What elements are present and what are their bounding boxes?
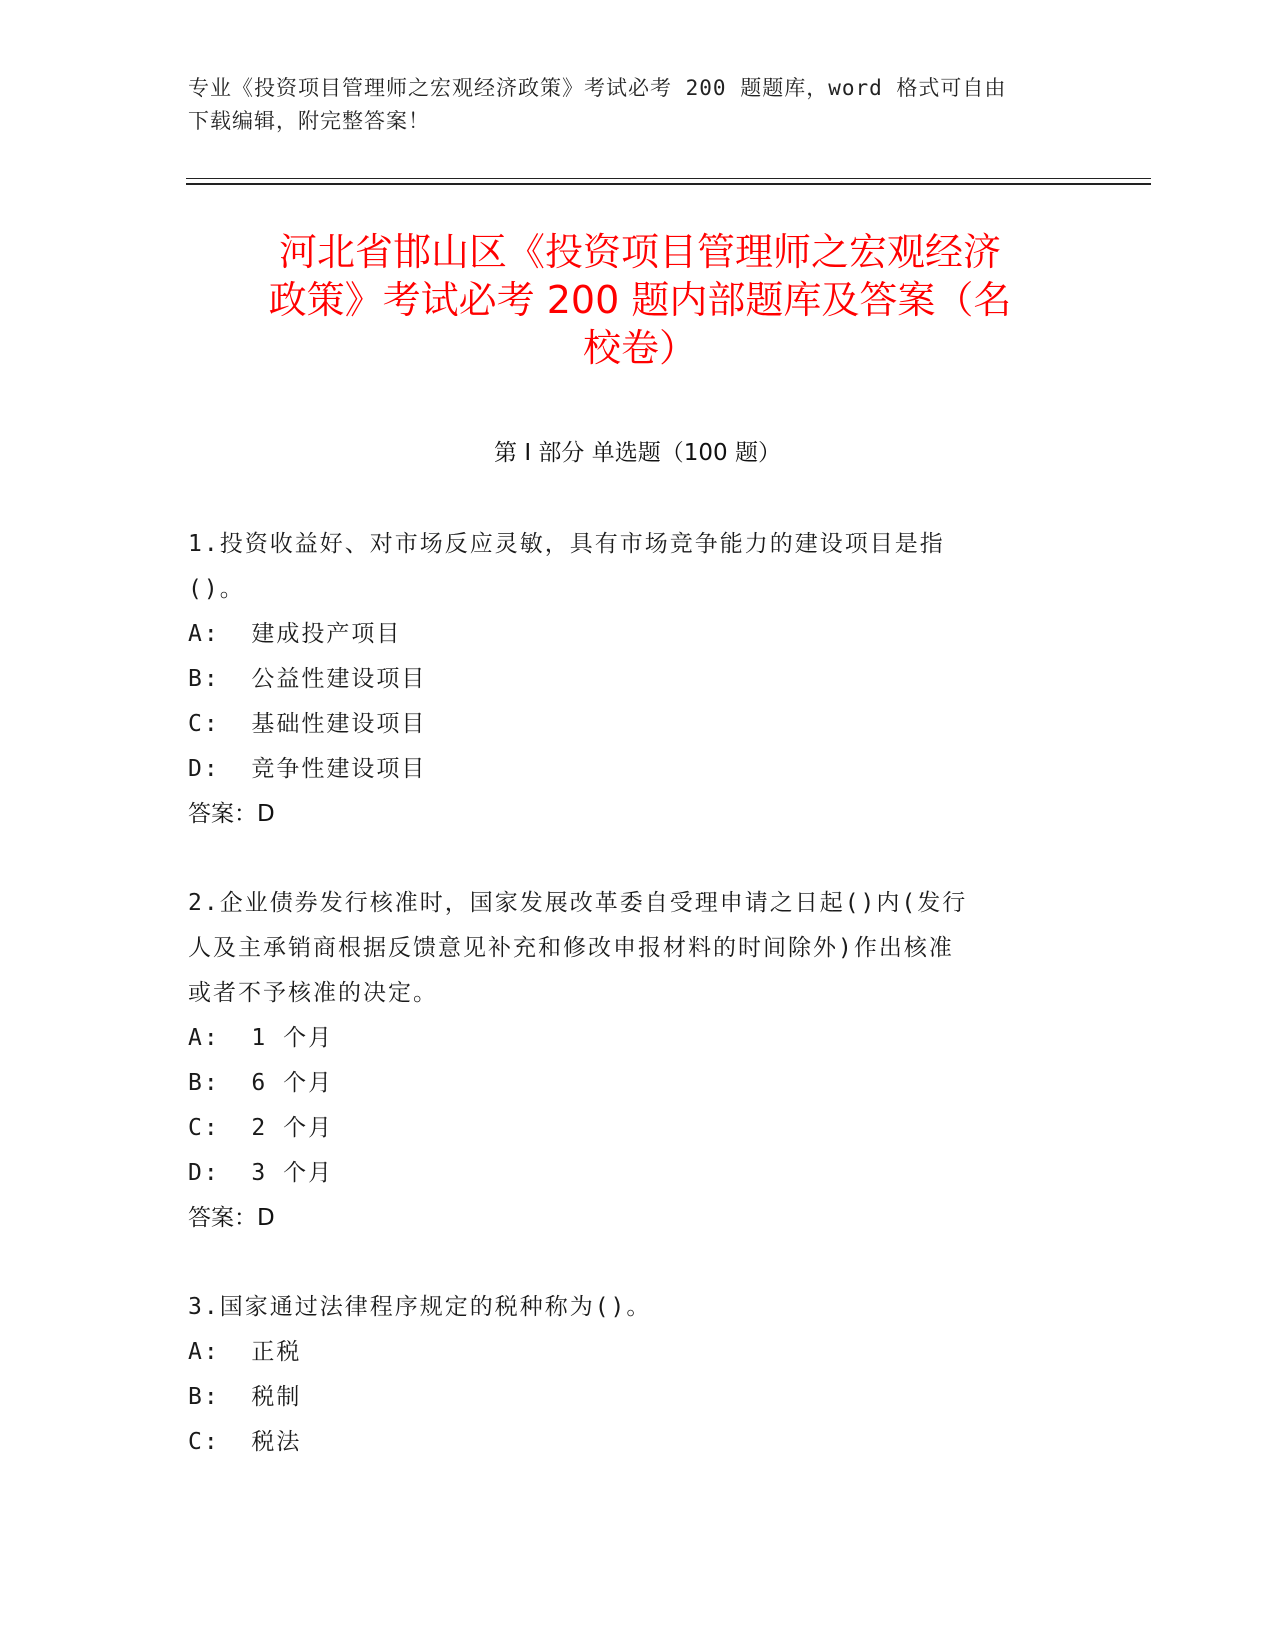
document-title-line-2: 政策》考试必考 200 题内部题库及答案（名	[268, 278, 1012, 322]
option-d: D: 3 个月	[188, 1160, 334, 1186]
option-b: B: 6 个月	[188, 1070, 334, 1096]
option-a: A: 建成投产项目	[188, 621, 402, 647]
header-note-line-1: 专业《投资项目管理师之宏观经济政策》考试必考 200 题题库，word 格式可自由	[188, 76, 1007, 100]
question-stem-line: 或者不予核准的决定。	[188, 980, 438, 1006]
document-title-line-3: 校卷）	[582, 326, 697, 370]
header-divider-thin	[186, 178, 1151, 179]
header-note	[188, 72, 1068, 138]
answer: 答案：D	[188, 1205, 275, 1231]
option-b: B: 税制	[188, 1384, 302, 1410]
section-heading: 第 I 部分 单选题（100 题）	[494, 440, 781, 466]
question-stem-line: 1.投资收益好、对市场反应灵敏，具有市场竞争能力的建设项目是指	[188, 531, 945, 557]
option-a: A: 正税	[188, 1339, 302, 1365]
question-2	[188, 881, 1068, 1241]
option-c: C: 2 个月	[188, 1115, 334, 1141]
document-title-line-1: 河北省邯山区《投资项目管理师之宏观经济	[278, 230, 1001, 274]
answer: 答案：D	[188, 801, 275, 827]
document-title	[190, 228, 1090, 372]
option-c: C: 税法	[188, 1429, 302, 1455]
option-a: A: 1 个月	[188, 1025, 334, 1051]
question-1	[188, 522, 1068, 837]
header-divider-thick	[186, 183, 1151, 185]
question-stem-line: 人及主承销商根据反馈意见补充和修改申报材料的时间除外)作出核准	[188, 935, 954, 961]
question-3	[188, 1285, 1068, 1465]
option-c: C: 基础性建设项目	[188, 711, 427, 737]
option-d: D: 竞争性建设项目	[188, 756, 427, 782]
header-note-line-2: 下载编辑，附完整答案！	[188, 109, 430, 133]
question-list	[188, 522, 1068, 1509]
question-stem-line: 3.国家通过法律程序规定的税种称为()。	[188, 1294, 652, 1320]
option-b: B: 公益性建设项目	[188, 666, 427, 692]
question-stem-line: 2.企业债券发行核准时，国家发展改革委自受理申请之日起()内(发行	[188, 890, 968, 916]
question-stem-line: ()。	[188, 576, 245, 602]
